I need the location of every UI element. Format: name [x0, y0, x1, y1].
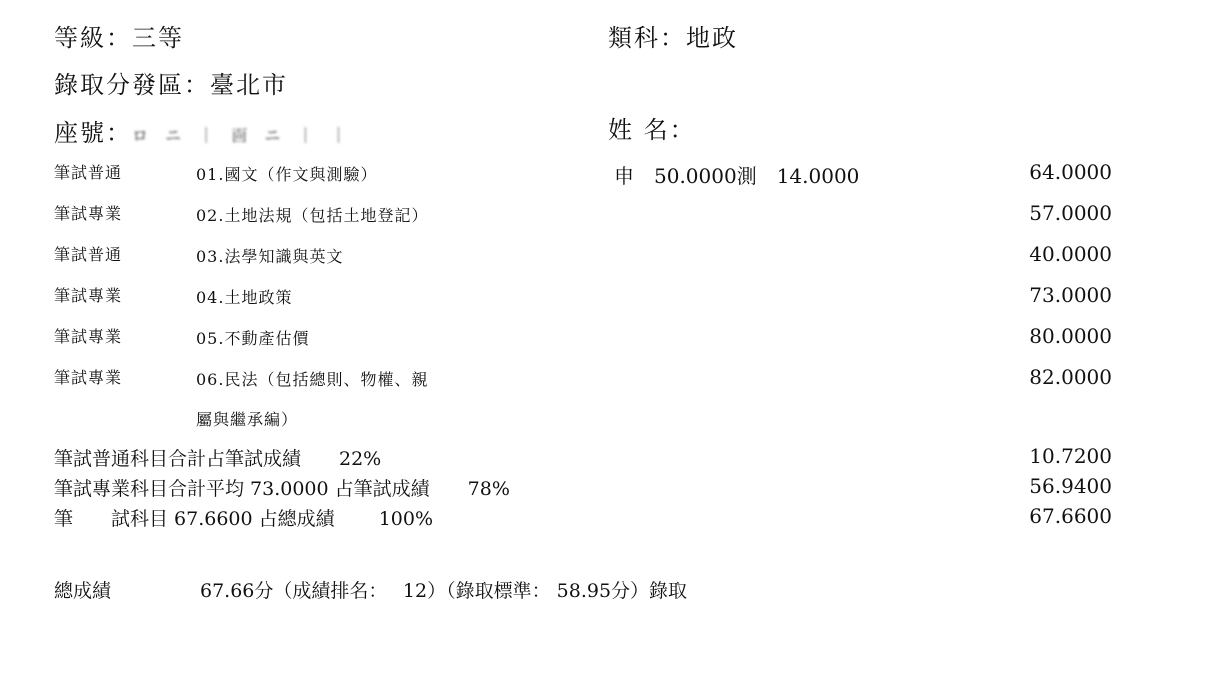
subject-detail: 申 50.0000測 14.0000: [614, 164, 860, 188]
subject-type: 筆試專業: [54, 368, 123, 387]
summary-professional-label: 筆試專業科目合計平均 73.0000 占筆試成績 78%: [54, 478, 510, 500]
seat-value-redacted: ロ ニ ｜ 靣 ニ ｜ ｜: [132, 126, 353, 145]
summary-general-value: 10.7200: [1029, 444, 1112, 468]
seat-label: 座號：: [54, 119, 132, 147]
grade-label: 等級：三等: [54, 24, 184, 52]
total-result: 67.66分（成績排名： 12）（錄取標準： 58.95分）錄取: [200, 580, 688, 602]
total-label: 總成績: [54, 580, 112, 602]
subject-type: 筆試普通: [54, 245, 123, 264]
subject-score: 82.0000: [1029, 365, 1112, 389]
summary-written-label: 筆 試科目 67.6600 占總成績 100%: [54, 508, 434, 530]
name-label: 姓 名：: [608, 116, 696, 144]
subject-score: 80.0000: [1029, 324, 1112, 348]
subject-type: 筆試專業: [54, 327, 123, 346]
summary-professional-value: 56.9400: [1029, 474, 1112, 498]
summary-written-value: 67.6600: [1029, 504, 1112, 528]
summary-general-label: 筆試普通科目合計占筆試成績 22%: [54, 448, 382, 470]
subject-name: 01.國文（作文與測驗）: [196, 165, 378, 184]
region-label: 錄取分發區：臺北市: [54, 71, 288, 99]
subject-name: 03.法學知識與英文: [196, 247, 344, 266]
subject-type: 筆試普通: [54, 163, 123, 182]
subject-score: 73.0000: [1029, 283, 1112, 307]
subject-name: 05.不動產估價: [196, 329, 310, 348]
subject-name: 02.土地法規（包括土地登記）: [196, 206, 429, 225]
seat-number: [54, 113, 353, 148]
subject-score: 57.0000: [1029, 201, 1112, 225]
subject-type: 筆試專業: [54, 286, 123, 305]
subject-name: 06.民法（包括總則、物權、親: [196, 370, 429, 389]
subject-type: 筆試專業: [54, 204, 123, 223]
subject-score: 64.0000: [1029, 160, 1112, 184]
subject-name: 04.土地政策: [196, 288, 293, 307]
subject-name-continued: 屬與繼承編）: [196, 410, 299, 429]
subject-score: 40.0000: [1029, 242, 1112, 266]
category-label: 類科：地政: [608, 24, 738, 52]
